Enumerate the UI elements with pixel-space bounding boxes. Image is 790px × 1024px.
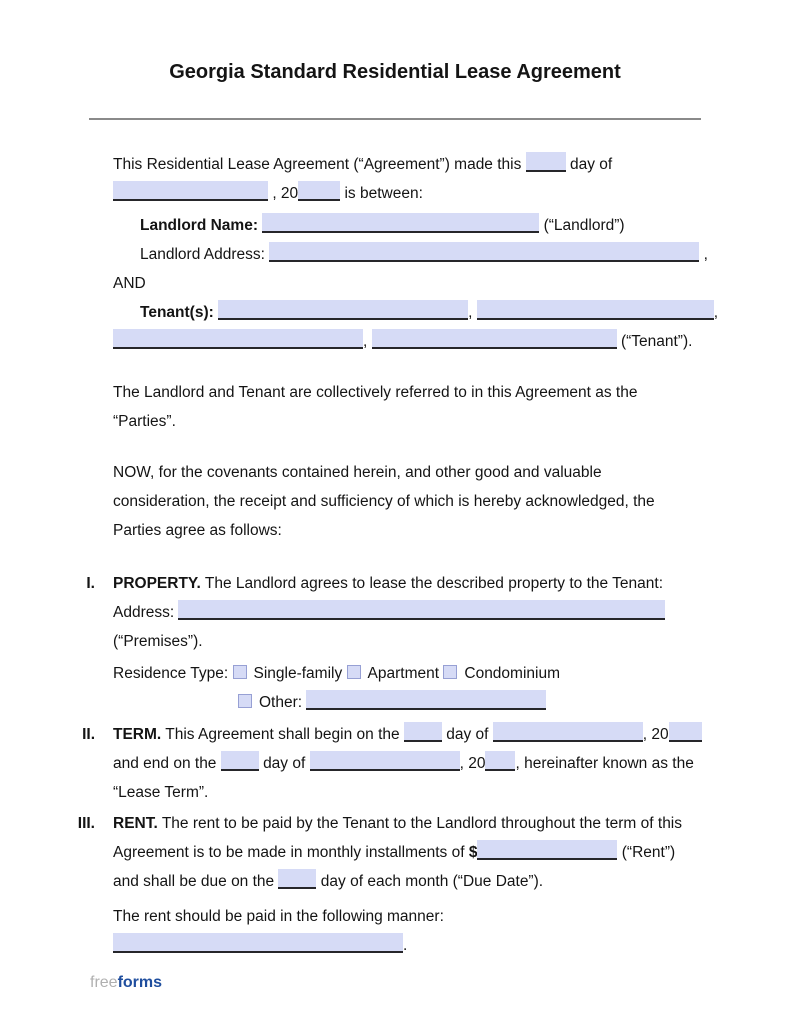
parties-line-2: “Parties”. (113, 413, 176, 430)
rent-heading: RENT. (113, 815, 158, 832)
parties-paragraph (113, 378, 720, 436)
intro-text-3: , 20 (272, 185, 299, 202)
rent-text-3: (“Rent”) (621, 844, 676, 861)
property-heading: PROPERTY. (113, 575, 201, 592)
term-text-7: , hereinafter known as the (515, 755, 694, 772)
landlord-name-field[interactable] (262, 213, 539, 233)
residence-other-line (113, 688, 720, 717)
rent-due-day-field[interactable] (278, 869, 316, 889)
agreement-month-field[interactable] (113, 181, 268, 201)
tenant-line-1 (113, 298, 720, 327)
now-line-2: consideration, the receipt and sufficiency of which is hereby acknowledged, the (113, 493, 655, 510)
landlord-name-label: Landlord Name: (140, 217, 258, 234)
term-text-5: day of (263, 755, 306, 772)
section-rent-number: III. (77, 815, 95, 832)
landlord-address-line (113, 240, 720, 269)
property-intro-text: The Landlord agrees to lease the described property to the Tenant: (204, 575, 664, 592)
page-title: Georgia Standard Residential Lease Agreement (169, 61, 621, 83)
term-end-month-field[interactable] (310, 751, 460, 771)
term-text-3: , 20 (642, 726, 669, 743)
tenant-3-field[interactable] (113, 329, 363, 349)
rent-text-5: day of each month (“Due Date”). (320, 873, 544, 890)
now-paragraph (113, 458, 720, 545)
rent-text-4: and shall be due on the (113, 873, 275, 890)
intro-text-2: day of (569, 156, 613, 173)
landlord-address-suffix: , (703, 246, 708, 263)
tenant-line-2 (113, 327, 720, 356)
landlord-address-label: Landlord Address: (140, 246, 265, 263)
tenant-4-field[interactable] (372, 329, 617, 349)
term-end-day-field[interactable] (221, 751, 259, 771)
rent-amount-field[interactable] (477, 840, 617, 860)
rent-line-2 (113, 838, 720, 867)
agreement-day-field[interactable] (526, 152, 566, 172)
checkbox-single-family[interactable] (233, 665, 247, 679)
and-text: AND (113, 275, 146, 292)
title-divider (89, 118, 701, 120)
tenant-sep-1: , (468, 304, 473, 321)
premises-line: (“Premises”). (113, 633, 203, 650)
term-heading: TERM. (113, 726, 162, 743)
tenant-label: Tenant(s): (140, 304, 214, 321)
intro-text-4: is between: (344, 185, 423, 202)
tenant-sep-3: , (363, 333, 368, 350)
residence-type-label: Residence Type: (113, 665, 229, 682)
property-address-field[interactable] (178, 600, 665, 620)
intro-paragraph (113, 150, 720, 208)
intro-text-1: This Residential Lease Agreement (“Agreement”) made this (113, 156, 522, 173)
section-rent (72, 809, 720, 960)
tenant-1-field[interactable] (218, 300, 468, 320)
section-term-number: II. (82, 726, 95, 743)
section-term (72, 720, 720, 807)
payment-manner-suffix: . (403, 937, 408, 954)
term-line-1 (113, 720, 720, 749)
lease-term-line: “Lease Term”. (113, 784, 209, 801)
payment-manner-line-2 (113, 931, 720, 960)
section-rent-body (113, 809, 720, 960)
term-start-month-field[interactable] (493, 722, 643, 742)
option-label-apartment: Apartment (367, 665, 440, 682)
tenant-block (113, 298, 720, 356)
tenant-suffix: (“Tenant”). (620, 333, 693, 350)
option-label-single-family: Single-family (253, 665, 343, 682)
landlord-name-line (113, 211, 720, 240)
logo-forms-text: forms (117, 974, 163, 991)
term-start-day-field[interactable] (404, 722, 442, 742)
and-line (113, 269, 720, 298)
residence-other-field[interactable] (306, 690, 546, 710)
freeforms-logo (90, 973, 162, 993)
option-label-other: Other: (259, 694, 303, 711)
option-label-condominium: Condominium (464, 665, 561, 682)
term-text-6: , 20 (459, 755, 486, 772)
checkbox-apartment[interactable] (347, 665, 361, 679)
parties-line-1: The Landlord and Tenant are collectively referred to in this Agreement as the (113, 384, 638, 401)
rent-text-2: Agreement is to be made in monthly installments of (113, 844, 465, 861)
logo-free-text: free (90, 974, 118, 991)
landlord-block (113, 211, 720, 298)
intro-line-2 (113, 179, 720, 208)
intro-line-1 (113, 150, 720, 179)
now-line-3: Parties agree as follows: (113, 522, 282, 539)
term-end-year-field[interactable] (485, 751, 515, 771)
checkbox-condominium[interactable] (443, 665, 457, 679)
property-address-label: Address: (113, 604, 175, 621)
term-text-2: day of (446, 726, 489, 743)
payment-manner-line-1: The rent should be paid in the following manner: (113, 908, 444, 925)
residence-type-line (113, 659, 720, 688)
section-term-body (113, 720, 720, 807)
property-address-line (113, 598, 720, 627)
now-line-1: NOW, for the covenants contained herein, and other good and valuable (113, 464, 602, 481)
agreement-year-field[interactable] (298, 181, 340, 201)
term-start-year-field[interactable] (669, 722, 702, 742)
rent-text-1: The rent to be paid by the Tenant to the Landlord throughout the term of this (161, 815, 683, 832)
term-line-2 (113, 749, 720, 778)
section-property (72, 569, 720, 717)
tenant-2-field[interactable] (477, 300, 714, 320)
landlord-name-suffix: (“Landlord”) (543, 217, 625, 234)
dollar-sign: $ (468, 844, 478, 861)
term-text-4: and end on the (113, 755, 217, 772)
tenant-sep-2: , (713, 304, 719, 321)
rent-line-1 (113, 809, 720, 838)
payment-manner-field[interactable] (113, 933, 403, 953)
term-text-1: This Agreement shall begin on the (165, 726, 400, 743)
section-property-number: I. (86, 575, 95, 592)
rent-line-3 (113, 867, 720, 896)
landlord-address-field[interactable] (269, 242, 699, 262)
section-property-body (113, 569, 720, 717)
checkbox-other[interactable] (238, 694, 252, 708)
property-line-1 (113, 569, 720, 598)
